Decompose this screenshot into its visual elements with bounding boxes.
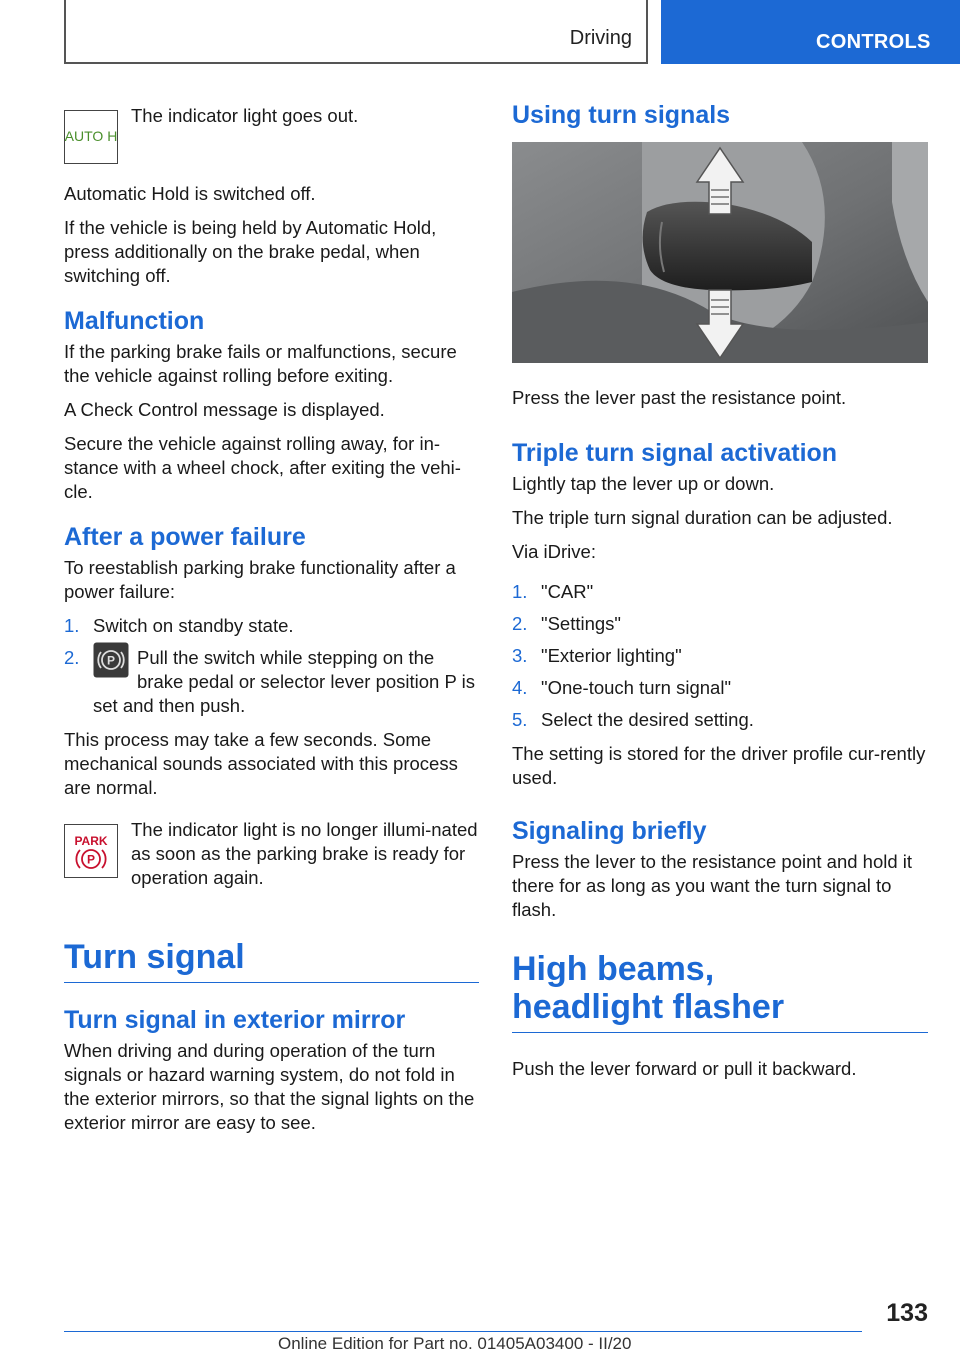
high-beams-heading-line1: High beams, [512, 950, 715, 988]
parking-brake-switch-icon [93, 642, 129, 678]
park-indicator-text: PARK [74, 834, 108, 848]
footer-edition: Online Edition for Part no. 01405A03400 - II/20 [278, 1334, 632, 1353]
using-turn-signals-heading: Using turn signals [512, 101, 731, 129]
power-failure-steps [64, 614, 479, 718]
step-number: 3. [512, 645, 528, 666]
step-text: Pull the switch while stepping on the brake pedal or selector lever position P is set and then push. [93, 647, 475, 716]
power-failure-intro: To reestablish parking brake functionality after a power failure: [64, 557, 456, 602]
high-beams-heading-line2: headlight flasher [512, 988, 785, 1026]
auto-hold-row [64, 104, 479, 164]
step-text: Switch on standby state. [93, 615, 294, 636]
list-item [512, 676, 928, 700]
triple-text-1: Lightly tap the lever up or down. [512, 473, 775, 494]
step-text: "CAR" [541, 581, 594, 602]
step-text: "Exterior lighting" [541, 645, 682, 666]
step-number: 1. [64, 615, 80, 636]
auto-hold-brake-text: If the vehicle is being held by Automatic Hold, press additionally on the brake pedal, when switching off. [64, 217, 437, 286]
footer-divider [64, 1331, 862, 1332]
left-column [64, 100, 479, 1145]
list-item [512, 708, 928, 732]
high-beams-text: Push the lever forward or pull it backward. [512, 1058, 857, 1079]
park-indicator-description: The indicator light is no longer illumi‐nated as soon as the parking brake is ready for operation again. [131, 819, 478, 888]
triple-text-3: Via iDrive: [512, 541, 596, 562]
step-text: "One-touch turn signal" [541, 677, 732, 698]
step-number: 1. [512, 581, 528, 602]
signaling-briefly-text: Press the lever to the resistance point and hold it there for as long as you want the turn signal to flash. [512, 851, 913, 920]
auto-hold-icon-text: AUTO H [64, 128, 118, 144]
list-item [512, 580, 928, 604]
auto-hold-icon [64, 110, 118, 164]
triple-text-4: The setting is stored for the driver profile cur‐rently used. [512, 743, 926, 788]
page-number: 133 [886, 1299, 928, 1327]
right-column [512, 100, 928, 1091]
step-number: 2. [64, 647, 80, 668]
step-number: 5. [512, 709, 528, 730]
step-text: Select the desired setting. [541, 709, 754, 730]
turn-signal-lever-image [512, 142, 928, 363]
triple-signal-heading: Triple turn signal activation [512, 439, 838, 467]
triple-text-2: The triple turn signal duration can be adjusted. [512, 507, 893, 528]
power-failure-after-text: This process may take a few seconds. Some mechanical sounds associated with this process are normal. [64, 729, 458, 798]
power-failure-heading: After a power failure [64, 523, 306, 551]
high-beams-section [512, 950, 928, 1033]
auto-hold-off-text: Automatic Hold is switched off. [64, 183, 316, 204]
header-section-label: Driving [569, 27, 632, 49]
header-left-frame [64, 0, 648, 64]
malfunction-heading: Malfunction [64, 307, 205, 335]
indicator-out-text: The indicator light goes out. [131, 105, 359, 126]
list-item [64, 614, 479, 638]
header-chapter-label: CONTROLS [816, 31, 931, 53]
park-indicator-row [64, 818, 479, 890]
using-caption: Press the lever past the resistance point. [512, 387, 847, 408]
mirror-signal-heading: Turn signal in exterior mirror [64, 1006, 406, 1034]
list-item [512, 612, 928, 636]
idrive-steps [512, 580, 928, 732]
step-number: 4. [512, 677, 528, 698]
turn-signal-heading: Turn signal [64, 938, 245, 976]
park-indicator-icon [64, 824, 118, 878]
step-number: 2. [512, 613, 528, 634]
malfunction-text-1: If the parking brake fails or malfunctions, secure the vehicle against rolling before exiting. [64, 341, 457, 386]
malfunction-text-2: A Check Control message is displayed. [64, 399, 385, 420]
signaling-briefly-heading: Signaling briefly [512, 817, 707, 845]
svg-text:P: P [86, 852, 96, 867]
list-item [512, 644, 928, 668]
malfunction-text-3: Secure the vehicle against rolling away, for in‐stance with a wheel chock, after exiting the vehi‐cle. [64, 433, 461, 502]
step-text: "Settings" [541, 613, 621, 634]
header-chapter-tab [661, 0, 960, 64]
turn-signal-section [64, 938, 479, 983]
list-item [64, 646, 479, 718]
svg-text:P: P [106, 653, 116, 668]
mirror-signal-text: When driving and during operation of the turn signals or hazard warning system, do not fold in the exterior mirrors, so that the signal lights on the exterior mirror are easy to see. [64, 1040, 475, 1133]
